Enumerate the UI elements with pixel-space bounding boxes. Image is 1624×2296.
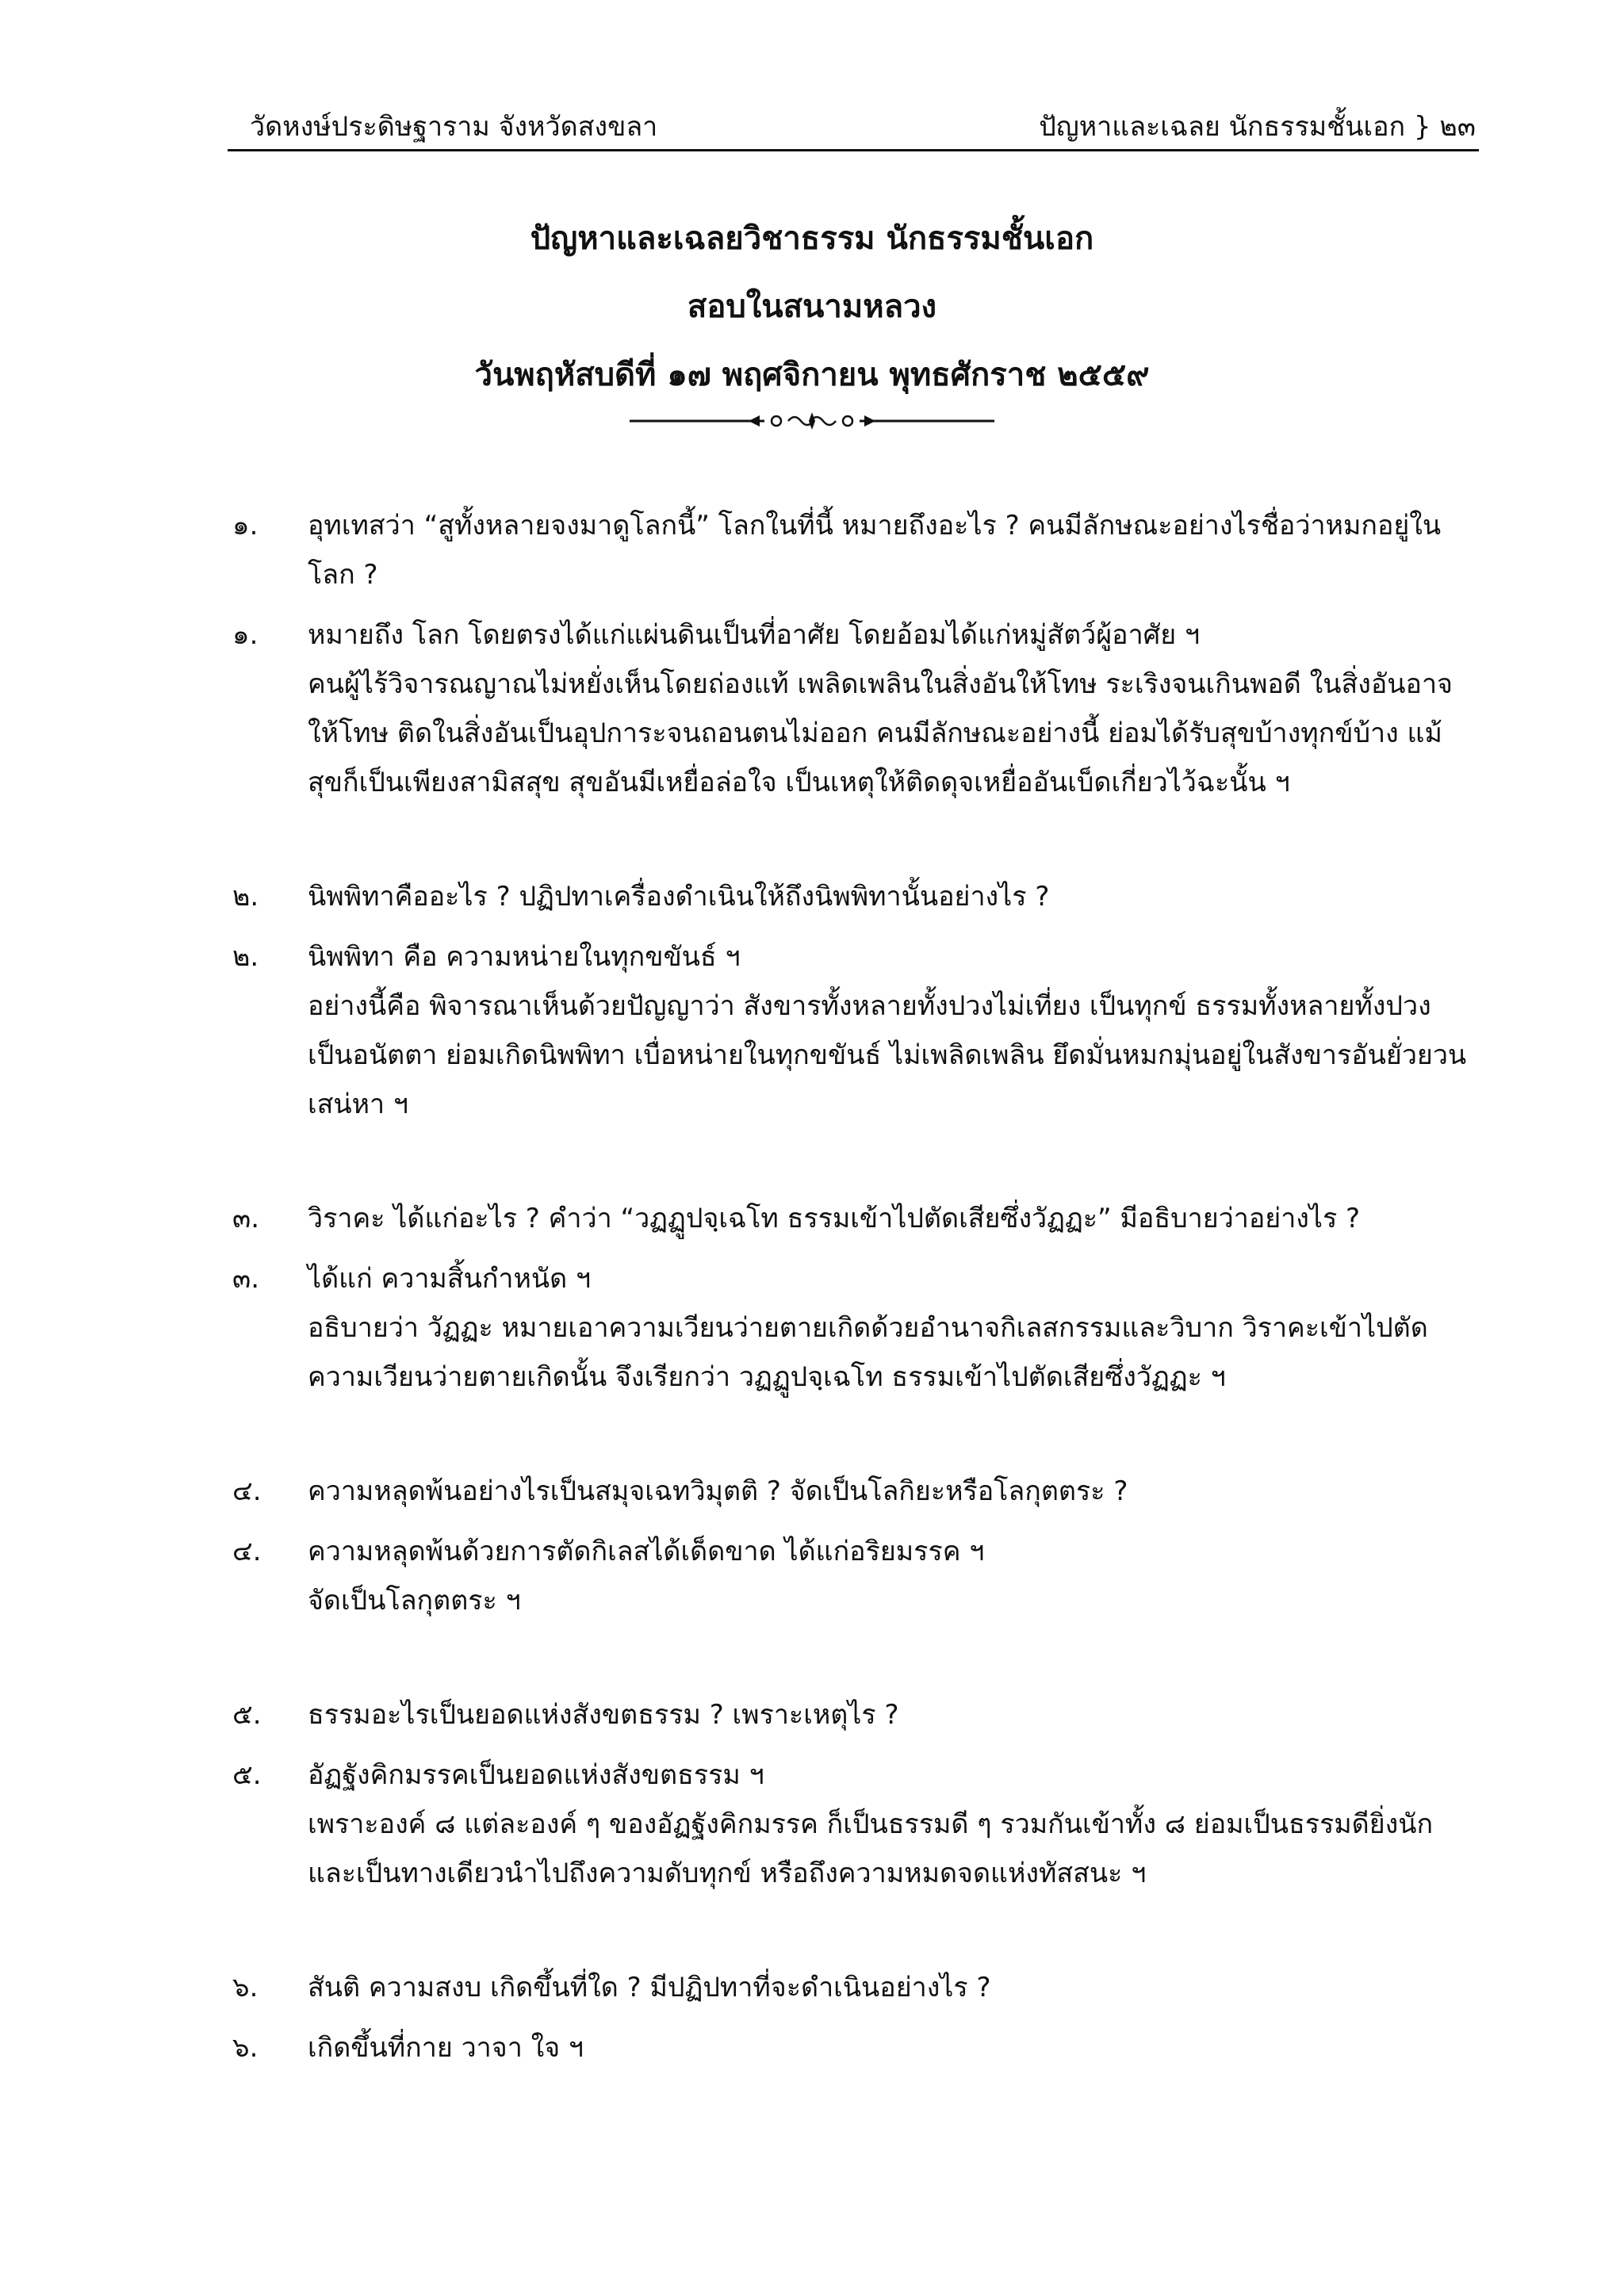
question-number: ๔.: [232, 1475, 262, 1507]
qa-item: [0, 1467, 1624, 1625]
answer-row: [0, 1751, 1624, 1898]
answer-number: ๒.: [232, 941, 259, 973]
qa-item: [0, 1690, 1624, 1898]
question-row: [0, 1963, 1624, 2012]
answer-text: อัฏฐังคิกมรรคเป็นยอดแห่งสังขตธรรม ฯ: [308, 1759, 764, 1791]
question-text: ความหลุดพ้นอย่างไรเป็นสมุจเฉทวิมุตติ ? จัดเป็นโลกิยะหรือโลกุตตระ ?: [308, 1475, 1128, 1507]
question-row: [0, 1690, 1624, 1739]
answer-number: ๔.: [232, 1536, 262, 1567]
answer-row: [0, 610, 1624, 807]
answer-detail-text: คนผู้ไร้วิจารณญาณไม่หยั่งเห็นโดยถ่องแท้ เพลิดเพลินในสิ่งอันให้โทษ ระเริงจนเกินพอดี ในสิ่งอันอาจให้โทษ ติดในสิ่งอันเป็นอุปการะจนถอนตนไม่ออก คนมีลักษณะอย่างนี้ ย่อมได้รับสุขบ้างทุกข์บ้าง แม้สุขก็เป็นเพียงสามิสสุข สุขอันมีเหยื่อล่อใจ เป็นเหตุให้ติดดุจเหยื่ออันเบ็ดเกี่ยวไว้ฉะนั้น ฯ: [308, 668, 1453, 798]
answer-text: ความหลุดพ้นด้วยการตัดกิเลสได้เด็ดขาด ได้แก่อริยมรรค ฯ: [308, 1536, 985, 1567]
answer-row: [0, 1254, 1624, 1402]
header-temple-name: วัดหงษ์ประดิษฐาราม จังหวัดสงขลา: [250, 111, 658, 143]
question-number: ๒.: [232, 881, 259, 913]
answer-row: [0, 932, 1624, 1129]
title-line-2: สอบในสนามหลวง: [687, 289, 937, 325]
title-block: [0, 205, 1624, 431]
answer-detail-text: เพราะองค์ ๘ แต่ละองค์ ๆ ของอัฏฐังคิกมรรค ก็เป็นธรรมดี ๆ รวมกันเข้าทั้ง ๘ ย่อมเป็นธรรมดียิ่งนัก และเป็นทางเดียวนำไปถึงความดับทุกข์ หรือถึงความหมดจดแห่งทัสสนะ ฯ: [308, 1808, 1434, 1889]
header-page-title: ปัญหาและเฉลย นักธรรมชั้นเอก } ๒๓: [1039, 111, 1476, 143]
answer-detail-text: อย่างนี้คือ พิจารณาเห็นด้วยปัญญาว่า สังขารทั้งหลายทั้งปวงไม่เที่ยง เป็นทุกข์ ธรรมทั้งหลายทั้งปวงเป็นอนัตตา ย่อมเกิดนิพพิทา เบื่อหน่ายในทุกขขันธ์ ไม่เพลิดเพลิน ยึดมั่นหมกมุ่นอยู่ในสังขารอันยั่วยวนเสน่หา ฯ: [308, 990, 1467, 1120]
answer-text: เกิดขึ้นที่กาย วาจา ใจ ฯ: [308, 2032, 584, 2064]
question-text: ธรรมอะไรเป็นยอดแห่งสังขตธรรม ? เพราะเหตุไร ?: [308, 1699, 899, 1731]
question-text: วิราคะ ได้แก่อะไร ? คำว่า “วฏฏูปจฺเฉโท ธรรมเข้าไปตัดเสียซึ่งวัฏฏะ” มีอธิบายว่าอย่างไร ?: [308, 1203, 1361, 1234]
question-number: ๓.: [232, 1203, 260, 1234]
answer-detail-text: จัดเป็นโลกุตตระ ฯ: [308, 1585, 521, 1617]
qa-item: [0, 1963, 1624, 2072]
qa-item: [0, 872, 1624, 1129]
question-text: นิพพิทาคืออะไร ? ปฏิปทาเครื่องดำเนินให้ถึงนิพพิทานั้นอย่างไร ?: [308, 881, 1050, 913]
qa-item: [0, 1194, 1624, 1402]
question-text: สันติ ความสงบ เกิดขึ้นที่ใด ? มีปฏิปทาที่จะดำเนินอย่างไร ?: [308, 1972, 991, 2003]
question-number: ๖.: [232, 1972, 259, 2003]
qa-item: [0, 501, 1624, 807]
page-header: [228, 111, 1479, 151]
answer-row: [0, 1527, 1624, 1625]
answer-number: ๕.: [232, 1759, 262, 1791]
question-text: อุทเทสว่า “สูทั้งหลายจงมาดูโลกนี้” โลกในที่นี้ หมายถึงอะไร ? คนมีลักษณะอย่างไรชื่อว่าหมกอยู่ในโลก ?: [308, 510, 1442, 591]
question-row: [0, 1194, 1624, 1243]
question-number: ๕.: [232, 1699, 262, 1731]
title-line-1: ปัญหาและเฉลยวิชาธรรม นักธรรมชั้นเอก: [530, 220, 1094, 257]
answer-text: หมายถึง โลก โดยตรงได้แก่แผ่นดินเป็นที่อาศัย โดยอ้อมได้แก่หมู่สัตว์ผู้อาศัย ฯ: [308, 619, 1201, 651]
question-row: [0, 501, 1624, 599]
answer-text: นิพพิทา คือ ความหน่ายในทุกขขันธ์ ฯ: [308, 941, 741, 973]
answer-detail-text: อธิบายว่า วัฏฏะ หมายเอาความเวียนว่ายตายเกิดด้วยอำนาจกิเลสกรรมและวิบาก วิราคะเข้าไปตัดความเวียนว่ายตายเกิดนั้น จึงเรียกว่า วฏฏูปจฺเฉโท ธรรมเข้าไปตัดเสียซึ่งวัฏฏะ ฯ: [308, 1312, 1428, 1393]
answer-number: ๖.: [232, 2032, 259, 2064]
answer-number: ๑.: [232, 619, 259, 651]
question-row: [0, 872, 1624, 921]
answer-number: ๓.: [232, 1263, 260, 1295]
qa-list: [0, 501, 1624, 2137]
answer-text: ได้แก่ ความสิ้นกำหนัด ฯ: [308, 1263, 592, 1295]
answer-row: [0, 2023, 1624, 2072]
ornament-divider-icon: [630, 411, 994, 431]
title-line-3: วันพฤหัสบดีที่ ๑๗ พฤศจิกายน พุทธศักราช ๒๕๕๙: [474, 357, 1150, 393]
question-row: [0, 1467, 1624, 1516]
question-number: ๑.: [232, 510, 259, 541]
